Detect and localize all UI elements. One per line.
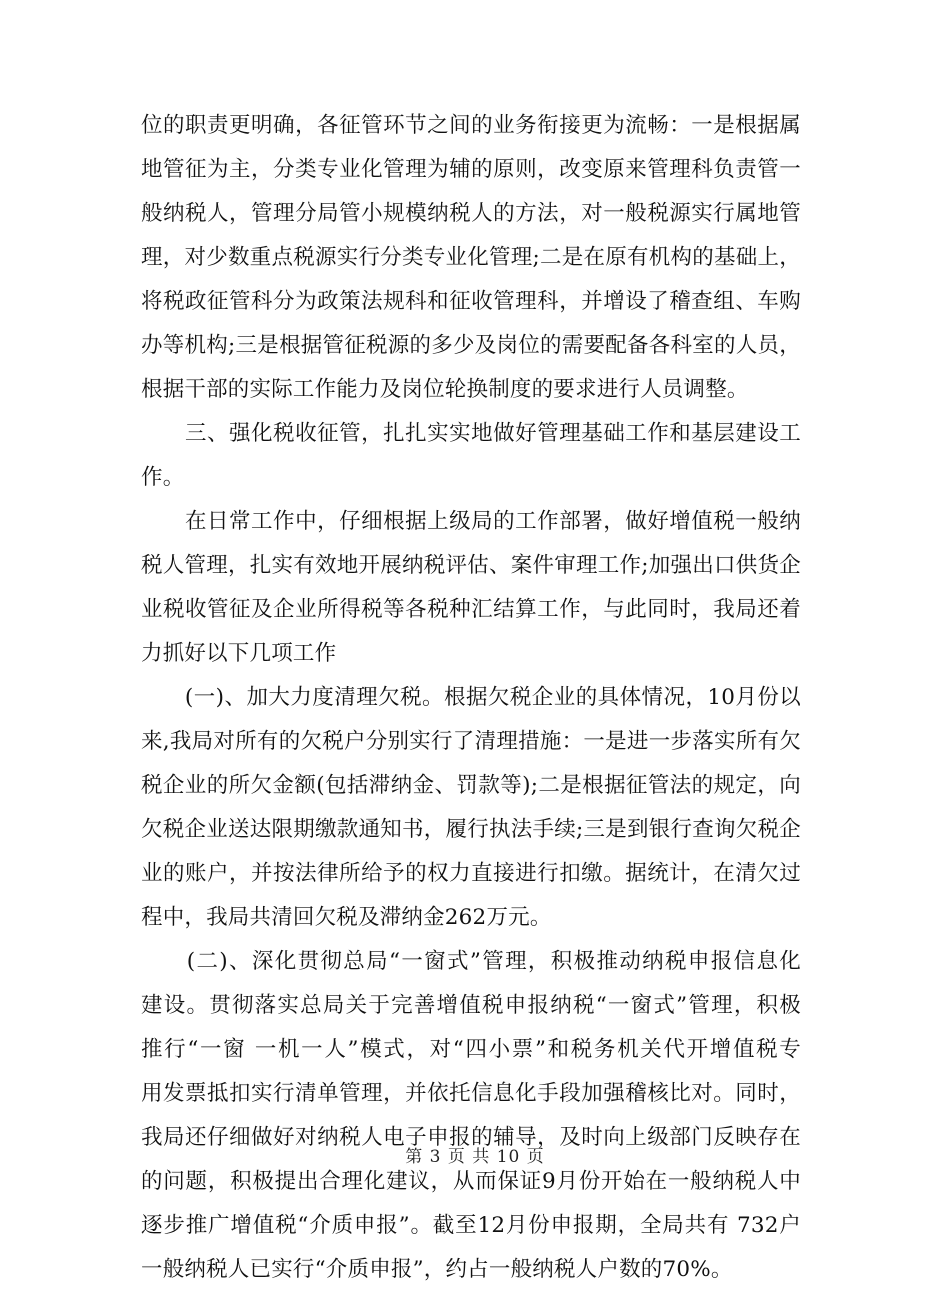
text-line: 一般纳税人已实行“介质申报”，约占一般纳税人户数的70%。 [141,1257,733,1282]
text-line: (二)、深化贯彻总局“一窗式”管理，积极推动纳税申报信息化 [141,949,801,974]
text-line: (一)、加大力度清理欠税。根据欠税企业的具体情况，10月份以 [141,685,801,710]
text-line: 建设。贯彻落实总局关于完善增值税申报纳税“一窗式”管理，积极 [141,993,801,1018]
text-line: 作。 [141,465,185,490]
text-line: 将税政征管科分为政策法规科和征收管理科，并增设了稽查组、车购 [141,289,801,314]
text-line: 逐步推广增值税“介质申报”。截至12月份申报期，全局共有 732户 [141,1213,801,1238]
text-line: 三、强化税收征管，扎扎实实地做好管理基础工作和基层建设工 [141,421,801,446]
body-text [141,104,801,1292]
text-line: 推行“一窗 一机一人”模式，对“四小票”和税务机关代开增值税专 [141,1037,801,1062]
text-line: 税人管理，扎实有效地开展纳税评估、案件审理工作;加强出口供货企 [141,553,801,578]
text-line: 来,我局对所有的欠税户分别实行了清理措施：一是进一步落实所有欠 [141,729,801,754]
text-line: 我局还仔细做好对纳税人电子申报的辅导，及时向上级部门反映存在 [141,1125,801,1150]
text-line: 般纳税人，管理分局管小规模纳税人的方法，对一般税源实行属地管 [141,201,801,226]
text-line: 在日常工作中，仔细根据上级局的工作部署，做好增值税一般纳 [141,509,801,534]
text-line: 用发票抵扣实行清单管理，并依托信息化手段加强稽核比对。同时， [141,1081,801,1106]
text-line: 业税收管征及企业所得税等各税种汇结算工作，与此同时，我局还着 [141,597,801,622]
text-line: 税企业的所欠金额(包括滞纳金、罚款等);二是根据征管法的规定，向 [141,773,801,798]
page-footer: 第 3 页 共 10 页 [405,1147,545,1167]
text-line: 地管征为主，分类专业化管理为辅的原则，改变原来管理科负责管一 [141,157,801,182]
text-line: 业的账户，并按法律所给予的权力直接进行扣缴。据统计，在清欠过 [141,861,801,886]
text-line: 理，对少数重点税源实行分类专业化管理;二是在原有机构的基础上， [141,245,801,270]
text-line: 欠税企业送达限期缴款通知书，履行执法手续;三是到银行查询欠税企 [141,817,801,842]
text-line: 根据干部的实际工作能力及岗位轮换制度的要求进行人员调整。 [141,377,749,402]
text-line: 办等机构;三是根据管征税源的多少及岗位的需要配备各科室的人员， [141,333,801,358]
text-line: 位的职责更明确，各征管环节之间的业务衔接更为流畅：一是根据属 [141,113,801,138]
text-line: 力抓好以下几项工作 [141,641,337,666]
text-line: 的问题，积极提出合理化建议，从而保证9月份开始在一般纳税人中 [141,1169,801,1194]
text-line: 程中，我局共清回欠税及滞纳金262万元。 [141,905,552,930]
